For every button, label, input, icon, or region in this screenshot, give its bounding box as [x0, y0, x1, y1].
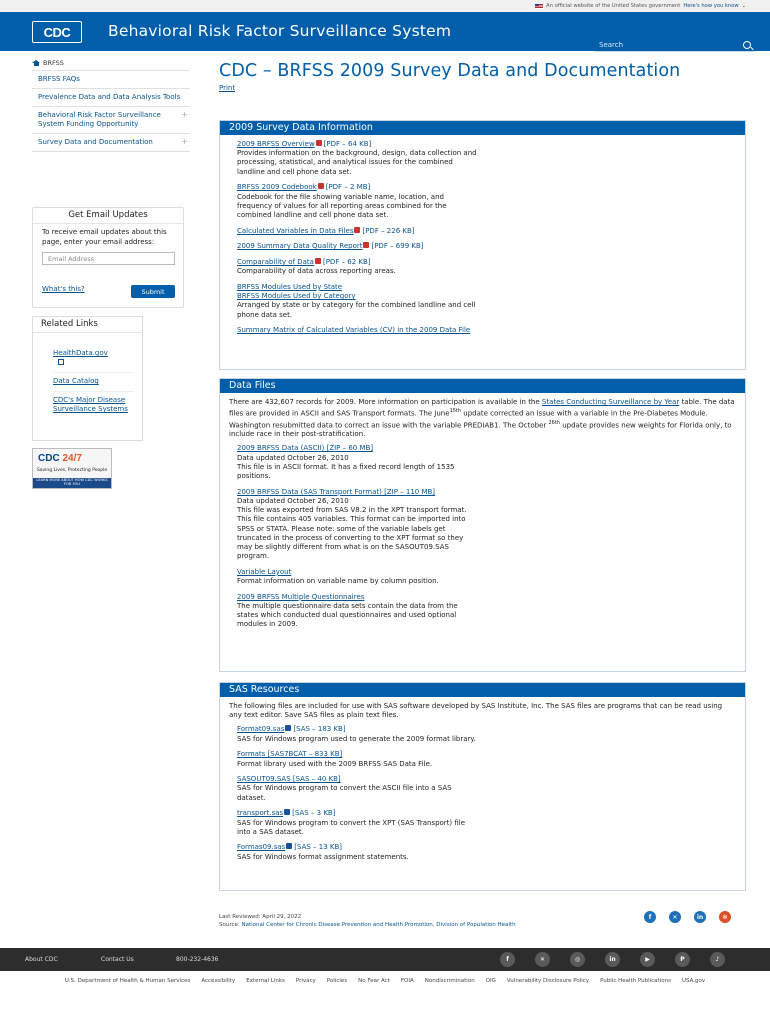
entry-desc: Format information on variable name by column position.	[237, 577, 439, 586]
entry-desc: SAS for Windows program to convert the XPT (SAS Transport) file into a SAS dataset.	[237, 818, 466, 836]
footer-link-external[interactable]: External Links	[246, 978, 285, 984]
source-link[interactable]: National Center for Chronic Disease Prevention and Health Promotion, Division of Population Health	[241, 921, 516, 928]
pdf-icon	[318, 183, 324, 189]
list-item: Format09.sas [SAS – 183 KB] SAS for Windows program used to generate the 2009 format library.	[237, 725, 476, 743]
footer-links	[0, 971, 770, 991]
footer-link-privacy[interactable]: Privacy	[295, 978, 316, 984]
sas-intro: The following files are included for use with SAS software developed by SAS Institute, Inc. The SAS files are programs that can be read using any text editor. Save SAS files as plain text files.	[229, 702, 723, 720]
overview-link[interactable]: 2009 BRFSS Overview	[237, 140, 315, 148]
footer-link-publications[interactable]: Public Health Publications	[600, 978, 671, 984]
site-header	[0, 12, 770, 51]
pdf-icon	[354, 227, 360, 233]
section-title: 2009 Survey Data Information	[220, 121, 745, 135]
formas09-link[interactable]: Formas09.sas	[237, 843, 286, 852]
footer-dark	[0, 948, 770, 971]
entry-desc: The multiple questionnaire data sets contain the data from the states which conducted dual questionnaires and used optional modules in 2009.	[237, 602, 458, 629]
print-link[interactable]: Print	[219, 84, 236, 92]
notifications-bell-icon[interactable]: ♪	[710, 952, 725, 967]
sas-file-icon	[285, 725, 291, 731]
footer-link-usagov[interactable]: USA.gov	[681, 978, 706, 984]
entry-desc: Codebook for the file showing variable name, location, and frequency of values for all reporting areas combined for the combined landline and cell phone data set.	[237, 192, 447, 219]
sidebar-home-label: BRFSS	[43, 59, 64, 67]
list-item: 2009 BRFSS Data (SAS Transport Format) [ZIP – 110 MB] Data updated October 26, 2010 This file was exported from SAS V8.2 in the XPT transport format. This file contains 405 variables. This format can be imported into SPSS or STATA. Please note: some of the variable labels get truncated in the process of converting to the XPT format so they may be slightly different from what is on the SASOUT09.SAS program.	[237, 487, 467, 561]
sidebar-item-faqs[interactable]: BRFSS FAQs	[32, 71, 190, 89]
list-item: 2009 BRFSS Overview [PDF – 64 KB] Provides information on the background, design, data collection and processing, statistical, and analytical issues for the combined landline and cell phone data set.	[237, 140, 477, 176]
sidebar-item-survey-data[interactable]: Survey Data and Documentation +	[32, 134, 190, 152]
entry-desc: SAS for Windows program used to generate the 2009 format library.	[237, 734, 476, 743]
home-icon	[32, 60, 40, 67]
related-links-box	[32, 316, 143, 441]
sas-file-icon	[286, 843, 292, 849]
related-links-title: Related Links	[33, 317, 142, 333]
survey-info-card	[219, 120, 746, 370]
entry-desc: Comparability of data across reporting areas.	[237, 267, 396, 276]
pinterest-icon[interactable]: P	[675, 952, 690, 967]
phone-number[interactable]: 800-232-4636	[176, 956, 219, 963]
badge-cta: LEARN MORE ABOUT HOW CDC WORKS FOR YOU	[36, 478, 108, 486]
list-item: Formas09.sas [SAS – 13 KB] SAS for Windows format assignment statements.	[237, 843, 409, 861]
facebook-icon[interactable]: f	[644, 911, 656, 923]
section-title: Data Files	[220, 379, 745, 393]
syndicate-icon[interactable]: ✻	[719, 911, 731, 923]
list-item	[237, 568, 477, 586]
modules-by-category-link[interactable]: BRFSS Modules Used by Category	[237, 292, 356, 301]
entry-desc: This file was exported from SAS V8.2 in the XPT transport format. This file contains 405 variables. This format can be imported into SPSS or STATA. Please note: some of the variable labels get truncated in the process of converting to the XPT format so they may be slightly different from what is on the SASOUT09.SAS program.	[237, 506, 467, 561]
cdc-247-badge[interactable]	[32, 448, 112, 489]
formats-link[interactable]: Formats [SAS7BCAT – 833 KB]	[237, 750, 343, 759]
ascii-data-link[interactable]: 2009 BRFSS Data (ASCII) [ZIP – 60 MB]	[237, 444, 374, 453]
email-updates-box	[32, 207, 184, 308]
facebook-icon[interactable]: f	[500, 952, 515, 967]
badge-tagline: Saving Lives, Protecting People	[36, 468, 108, 473]
contact-us-link[interactable]: Contact Us	[101, 956, 134, 963]
sas-file-icon	[284, 809, 290, 815]
footer-link-foia[interactable]: FOIA	[400, 978, 414, 984]
gov-banner	[0, 0, 770, 12]
list-item	[237, 775, 477, 803]
sidebar-item-prevalence[interactable]: Prevalence Data and Data Analysis Tools	[32, 89, 190, 107]
footer-link-vulnerability[interactable]: Vulnerability Disclosure Policy	[506, 978, 590, 984]
share-icons	[644, 911, 731, 923]
related-link-data-catalog[interactable]: Data Catalog	[53, 373, 134, 392]
multiple-questionnaires-link[interactable]: 2009 BRFSS Multiple Questionnaires	[237, 592, 365, 601]
list-item	[237, 750, 477, 768]
pdf-icon	[363, 242, 369, 248]
transport-sas-link[interactable]: transport.sas	[237, 809, 284, 818]
pdf-icon	[315, 258, 321, 264]
about-cdc-link[interactable]: About CDC	[25, 956, 58, 963]
list-item	[237, 593, 477, 630]
email-field[interactable]: Email Address	[42, 252, 175, 265]
related-link-healthdata[interactable]: HealthData.gov	[53, 333, 134, 373]
section-title: SAS Resources	[220, 683, 745, 697]
expand-plus-icon[interactable]: +	[181, 137, 188, 146]
comparability-link[interactable]: Comparability of Data	[237, 258, 314, 267]
list-item	[237, 283, 477, 320]
footer-link-policies[interactable]: Policies	[326, 978, 348, 984]
related-link-surveillance[interactable]: CDC's Major Disease Surveillance Systems	[53, 396, 128, 413]
heres-how-link[interactable]: Here's how you know	[683, 3, 739, 9]
sidebar-home[interactable]	[32, 59, 190, 71]
submit-button[interactable]: Submit	[131, 285, 175, 298]
pdf-icon	[316, 140, 322, 146]
email-updates-text: To receive email updates about this page, enter your email address:	[42, 228, 167, 246]
footer-link-accessibility[interactable]: Accessibility	[201, 978, 236, 984]
linkedin-icon[interactable]: in	[605, 952, 620, 967]
codebook-link[interactable]: BRFSS 2009 Codebook	[237, 183, 317, 192]
sas-resources-card	[219, 682, 746, 891]
data-files-intro: There are 432,607 records for 2009. More information on participation is available in the States Conducting Surveillance by Year table. The data files are provided in ASCII and SAS Transport formats. The June$^{15th}$ update corrected an issue with a variable in the Pre-Diabetes Module. Washington resubmitted data to correct an issue with the variable PREDIAB1. The October $^{26th}$ update provides new weights for Florida only, to include race in their post-stratification.	[229, 398, 735, 439]
list-item: Comparability of Data [PDF – 62 KB] Comparability of data across reporting areas.	[237, 258, 396, 276]
external-link-icon	[58, 359, 64, 365]
list-item: 2009 Summary Data Quality Report [PDF – 699 KB]	[237, 242, 424, 251]
modules-by-state-link[interactable]: BRFSS Modules Used by State	[237, 282, 343, 291]
footer-link-oig[interactable]: OIG	[485, 978, 496, 984]
sidebar-nav	[32, 59, 190, 152]
page-title: CDC – BRFSS 2009 Survey Data and Documentation	[219, 61, 681, 81]
search-icon[interactable]	[743, 41, 751, 49]
cdc-logo[interactable]: CDC	[32, 21, 82, 43]
entry-desc: SAS for Windows format assignment statements.	[237, 852, 409, 861]
footer-link-no-fear[interactable]: No Fear Act	[358, 978, 390, 984]
entry-desc: Format library used with the 2009 BRFSS SAS Data File.	[237, 759, 433, 768]
x-twitter-icon[interactable]: ✕	[535, 952, 550, 967]
list-item	[237, 326, 477, 335]
entry-desc: Arranged by state or by category for the combined landline and cell phone data set.	[237, 301, 476, 319]
summary-matrix-link[interactable]: Summary Matrix of Calculated Variables (CV) in the 2009 Data File	[237, 326, 471, 335]
chevron-down-icon: ⌄	[741, 3, 746, 9]
quality-report-link[interactable]: 2009 Summary Data Quality Report	[237, 242, 363, 251]
list-item: Calculated Variables in Data Files [PDF – 226 KB]	[237, 226, 415, 235]
data-files-card	[219, 378, 746, 672]
states-conducting-link[interactable]: States Conducting Surveillance by Year	[541, 398, 680, 406]
footer-link-hhs[interactable]: U.S. Department of Health & Human Services	[64, 978, 191, 984]
search-input[interactable]	[595, 38, 755, 52]
instagram-icon[interactable]: ◎	[570, 952, 585, 967]
entry-desc: This file is in ASCII format. It has a fixed record length of 1535 positions.	[237, 462, 455, 481]
email-updates-title: Get Email Updates	[33, 208, 183, 224]
sasout09-link[interactable]: SASOUT09.SAS [SAS – 40 KB]	[237, 775, 341, 784]
expand-plus-icon[interactable]: +	[181, 110, 188, 119]
gov-banner-text: An official website of the United States government	[546, 3, 681, 9]
sidebar-item-funding[interactable]: Behavioral Risk Factor Surveillance System Funding Opportunity +	[32, 107, 190, 134]
linkedin-icon[interactable]: in	[694, 911, 706, 923]
site-title[interactable]: Behavioral Risk Factor Surveillance System	[108, 22, 452, 40]
list-item: 2009 BRFSS Data (ASCII) [ZIP – 60 MB] Data updated October 26, 2010 This file is in ASCII format. It has a fixed record length of 1535 positions.	[237, 444, 455, 481]
list-item: BRFSS 2009 Codebook [PDF – 2 MB] Codebook for the file showing variable name, location, and frequency of values for all reporting areas combined for the combined landline and cell phone data set.	[237, 183, 447, 219]
badge-brand: CDC 24/7	[38, 453, 82, 464]
main-header	[219, 62, 746, 92]
entry-desc: Provides information on the background, design, data collection and processing, statistical, and analytical issues for the combined landline and cell phone data set.	[237, 149, 477, 176]
whats-this-link[interactable]: What's this?	[42, 285, 85, 293]
us-flag-icon	[535, 4, 543, 9]
entry-desc: SAS for Windows program to convert the ASCII file into a SAS dataset.	[237, 784, 452, 802]
list-item: transport.sas [SAS – 3 KB] SAS for Windows program to convert the XPT (SAS Transport) file into a SAS dataset.	[237, 809, 466, 836]
calculated-variables-link[interactable]: Calculated Variables in Data Files	[237, 226, 354, 235]
sas-transport-link[interactable]: 2009 BRFSS Data (SAS Transport Format) [ZIP – 110 MB]	[237, 487, 436, 496]
last-reviewed: Last Reviewed: April 29, 2022 Source: National Center for Chronic Disease Prevention and Health Promotion, Division of Population Health	[219, 914, 516, 928]
search-placeholder: Search	[599, 40, 624, 49]
x-twitter-icon[interactable]: ✕	[669, 911, 681, 923]
format09-link[interactable]: Format09.sas	[237, 725, 285, 734]
variable-layout-link[interactable]: Variable Layout	[237, 567, 292, 576]
footer-link-nondiscrimination[interactable]: Nondiscrimination	[424, 978, 475, 984]
youtube-icon[interactable]: ▶	[640, 952, 655, 967]
